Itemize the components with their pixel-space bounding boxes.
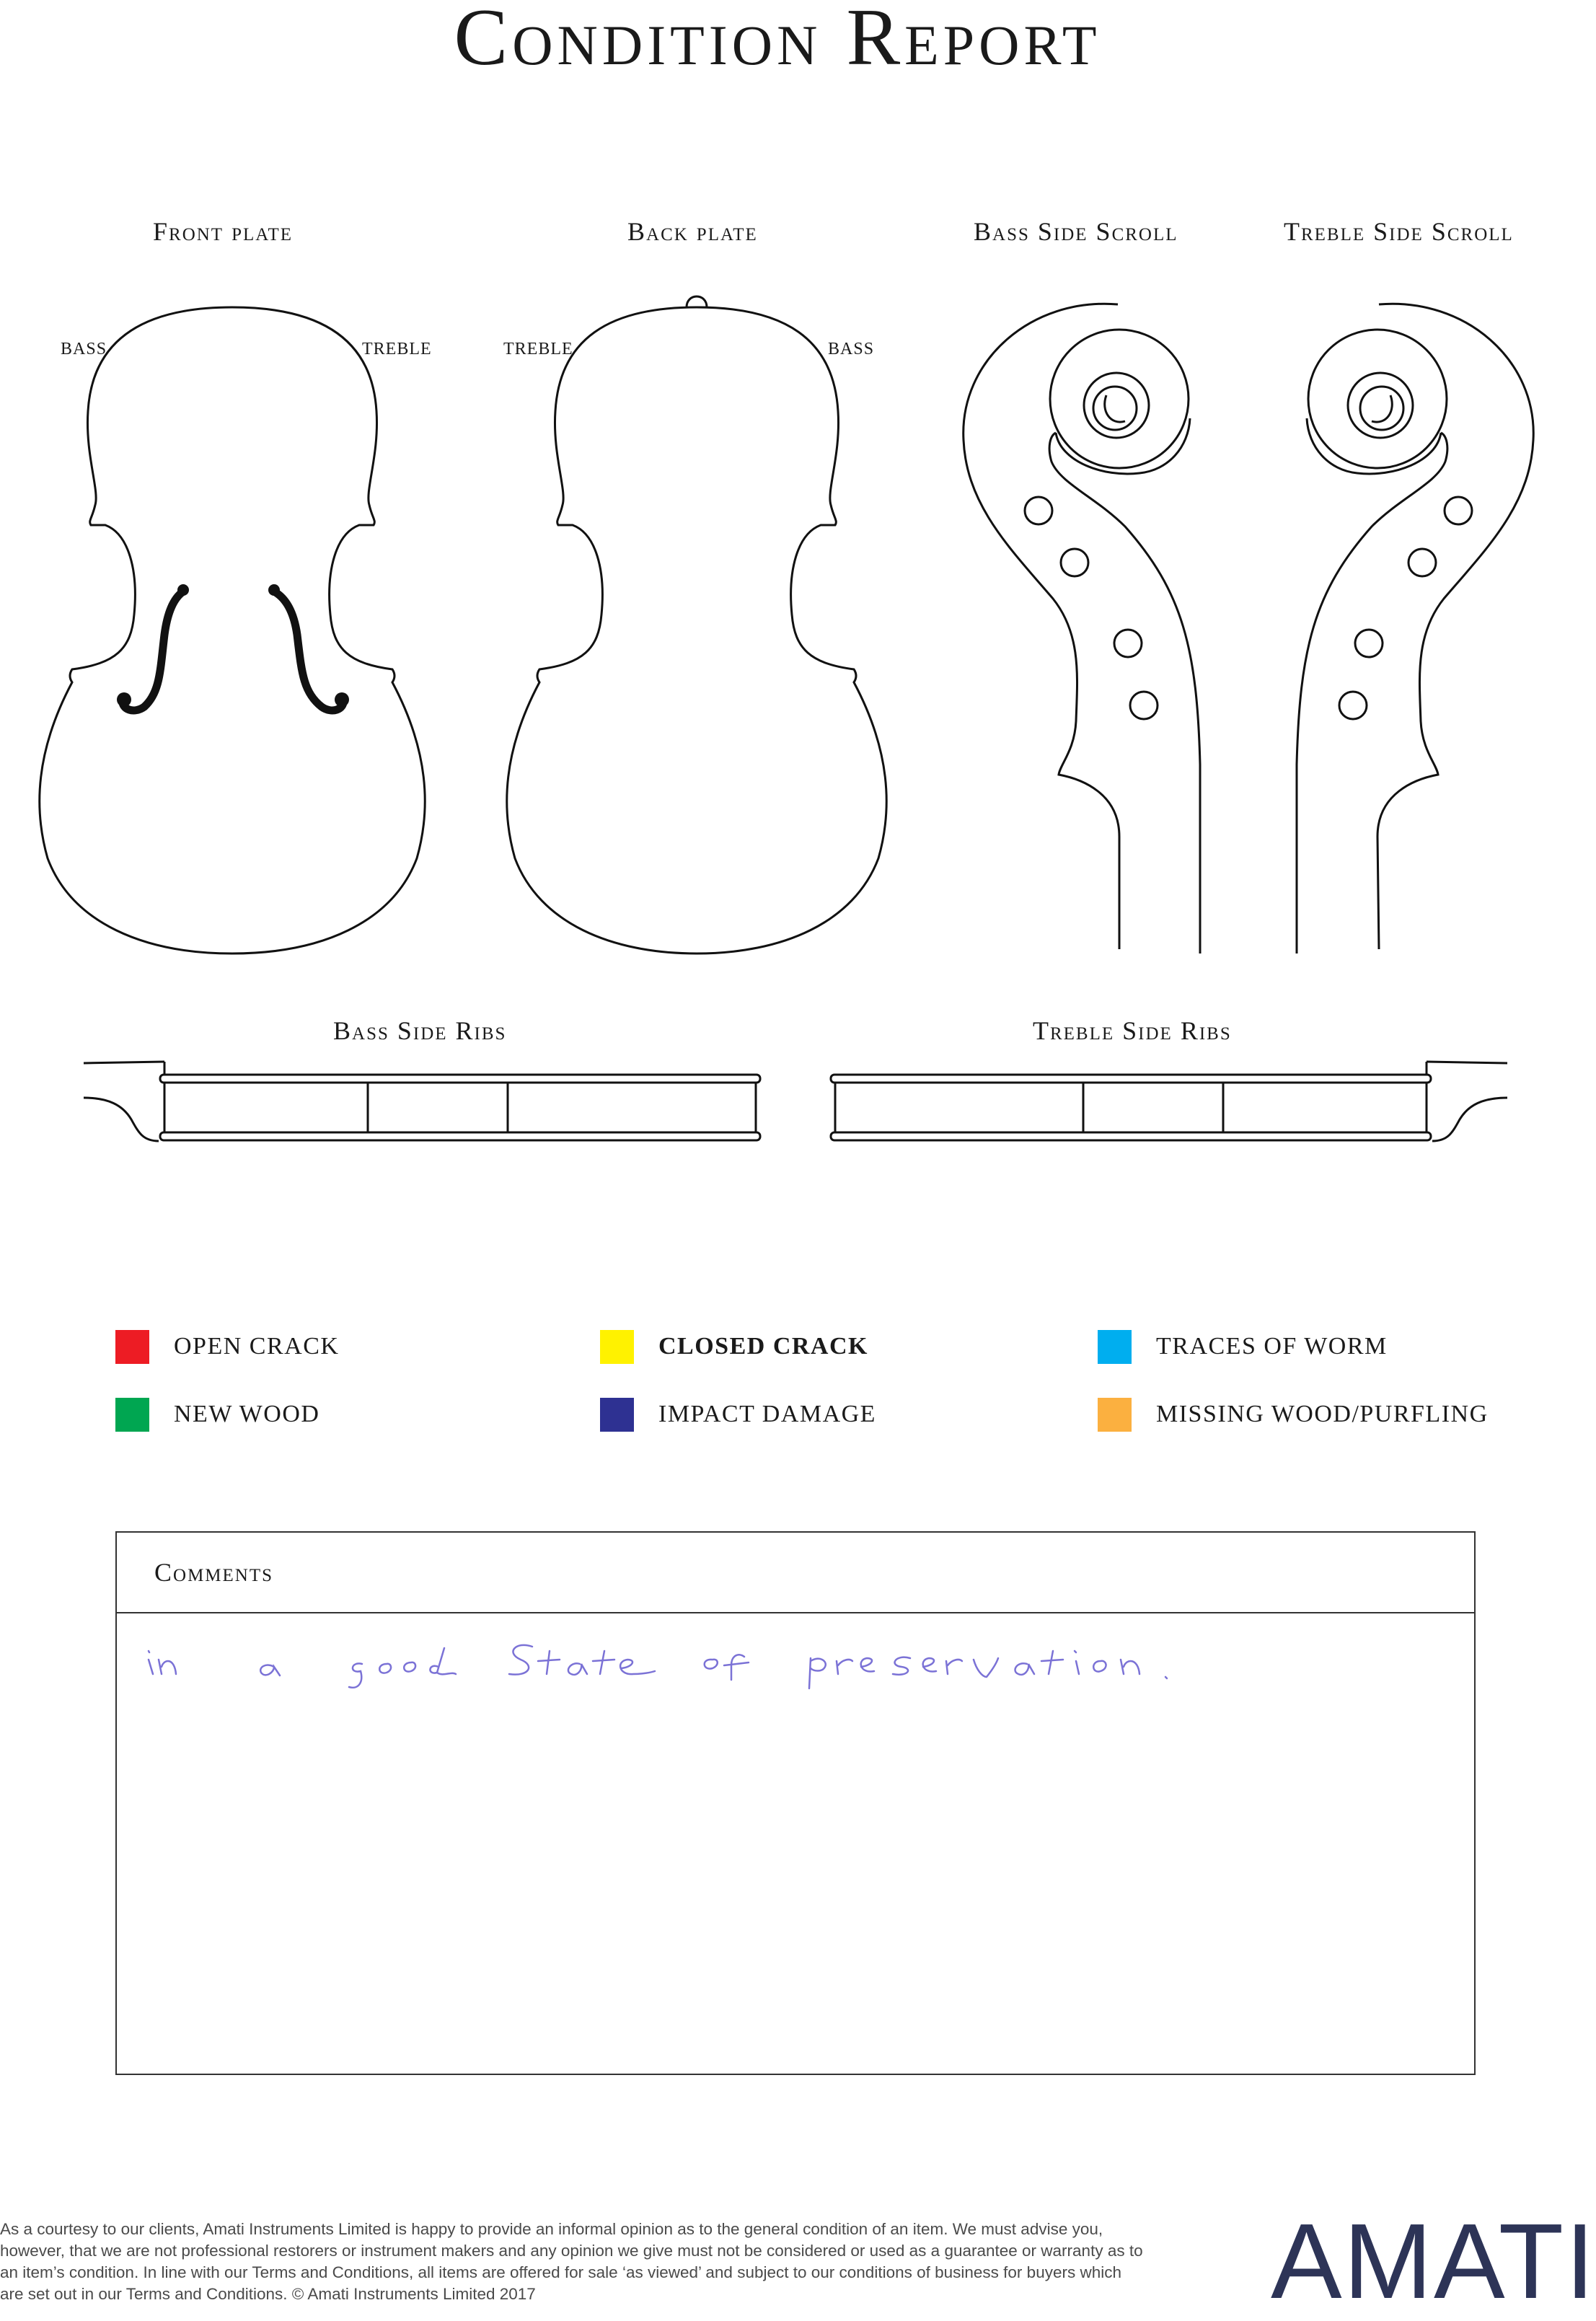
front-treble-side-label: TREBLE [362,340,432,358]
traces-of-worm-swatch [1098,1330,1132,1364]
treble-side-ribs-outline [831,1062,1507,1141]
bass-side-scroll-label: Bass Side Scroll [974,217,1178,246]
open-crack-swatch [115,1330,149,1364]
legend-label: NEW WOOD [174,1401,320,1427]
bass-side-ribs-outline [84,1062,760,1141]
page-title: Condition Report [454,0,1101,82]
back-plate-outline [507,296,886,953]
back-plate-label: Back plate [627,217,758,246]
back-treble-side-label: TREBLE [503,340,573,358]
legend-item-closed-crack [600,1329,868,1365]
comments-box [115,1531,1476,2075]
amati-logo: AMATI [1271,2202,1596,2321]
new-wood-swatch [115,1398,149,1432]
front-bass-side-label: BASS [61,340,107,358]
front-plate-label: Front plate [153,217,294,246]
comments-header [117,1533,1474,1613]
missing-wood-purfling-swatch [1098,1398,1132,1432]
treble-side-scroll-label: Treble Side Scroll [1284,217,1514,246]
legend-item-new-wood [115,1396,319,1432]
legend-item-traces-of-worm [1098,1329,1388,1365]
closed-crack-swatch [600,1330,634,1364]
front-plate-outline [40,307,425,953]
legend-item-impact-damage [600,1396,876,1432]
legend-label: TRACES OF WORM [1156,1333,1388,1360]
handwritten-comment-image [146,1626,1458,1691]
legend-label: MISSING WOOD/PURFLING [1156,1401,1489,1427]
legend-item-missing-wood-purfling [1098,1396,1489,1432]
legend-label: CLOSED CRACK [658,1333,868,1360]
legend-label: IMPACT DAMAGE [658,1401,876,1427]
legal-disclaimer: As a courtesy to our clients, Amati Instruments Limited is happy to provide an informal opinion as to the general condition of an item. We must advise you, however, that we are not professional restorers or instrument makers and any opinion we give must not be considered or used as a guarantee or warranty as to an item’s condition. In line with our Terms and Conditions, all items are offered for sale ‘as viewed’ and subject to our conditions of business for buyers which are set out in our Terms and Conditions. © Amati Instruments Limited 2017 [0,2220,1143,2303]
legend-label: OPEN CRACK [174,1333,340,1360]
comments-heading: Comments [154,1558,274,1587]
bass-side-scroll-outline [964,304,1200,953]
treble-side-ribs-label: Treble Side Ribs [1033,1016,1232,1045]
back-bass-side-label: BASS [828,340,875,358]
legend-item-open-crack [115,1329,339,1365]
treble-side-scroll-outline [1297,304,1533,953]
impact-damage-swatch [600,1398,634,1432]
bass-side-ribs-label: Bass Side Ribs [333,1016,507,1045]
